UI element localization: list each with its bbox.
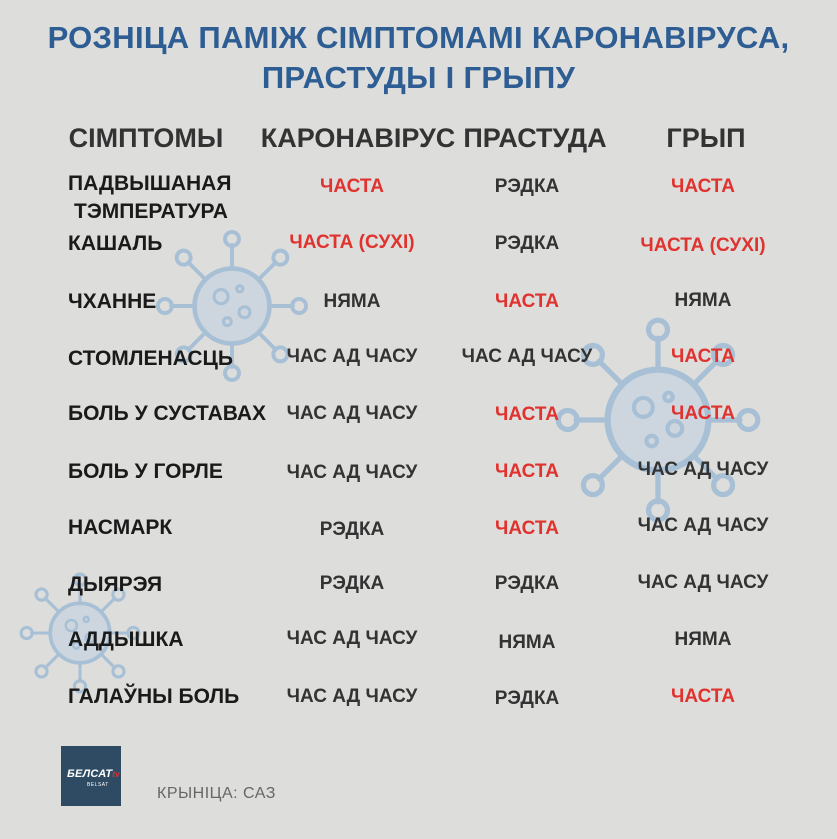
cell-cold: РЭДКА	[494, 176, 560, 197]
symptom-label: ДЫЯРЭЯ	[68, 573, 163, 596]
cell-flu: ЧАСТА (СУХІ)	[640, 235, 766, 256]
cell-coronavirus: ЧАСТА (СУХІ)	[289, 232, 415, 253]
symptom-label: СТОМЛЕНАСЦЬ	[68, 347, 233, 370]
header-cold: ПРАСТУДА	[463, 123, 607, 153]
cell-coronavirus: ЧАС АД ЧАСУ	[286, 462, 418, 483]
cell-flu: НЯМА	[674, 629, 732, 650]
cell-cold: РЭДКА	[494, 688, 560, 709]
cell-coronavirus: РЭДКА	[319, 519, 385, 540]
cell-coronavirus: НЯМА	[323, 291, 381, 312]
symptom-label-line-1: ПАДВЫШАНАЯ	[68, 172, 232, 195]
cell-cold: РЭДКА	[494, 233, 560, 254]
cell-coronavirus: РЭДКА	[319, 573, 385, 594]
title-line-2: ПРАСТУДЫ І ГРЫПУ	[261, 60, 576, 95]
source-label: КРЫНІЦА: САЗ	[157, 785, 276, 802]
cell-cold: ЧАСТА	[495, 404, 559, 425]
symptom-label: НАСМАРК	[68, 516, 173, 539]
cell-flu: ЧАСТА	[671, 403, 735, 424]
title-line-1: РОЗНІЦА ПАМІЖ СІМПТОМАМІ КАРОНАВІРУСА,	[47, 20, 790, 55]
cell-coronavirus: ЧАС АД ЧАСУ	[286, 403, 418, 424]
symptom-label	[68, 170, 231, 226]
symptom-label: КАШАЛЬ	[68, 232, 163, 255]
cell-cold: ЧАСТА	[495, 291, 559, 312]
cell-flu: НЯМА	[674, 290, 732, 311]
cell-flu: ЧАС АД ЧАСУ	[637, 515, 769, 536]
page-title	[0, 18, 837, 98]
cell-flu: ЧАС АД ЧАСУ	[637, 459, 769, 480]
logo-text: БЕЛСАТ	[67, 768, 113, 780]
symptom-label: БОЛЬ У ГОРЛЕ	[68, 460, 223, 483]
cell-cold: ЧАСТА	[495, 461, 559, 482]
symptom-label: ГАЛАЎНЫ БОЛЬ	[68, 685, 240, 708]
cell-cold: РЭДКА	[494, 573, 560, 594]
header-coronavirus: КАРОНАВІРУС	[260, 123, 456, 153]
cell-coronavirus: ЧАСТА	[320, 176, 384, 197]
logo-mark: tv	[112, 770, 120, 779]
belsat-logo	[61, 746, 121, 806]
cell-flu: ЧАСТА	[671, 686, 735, 707]
logo-subtext: BELSAT	[87, 782, 109, 788]
header-flu: ГРЫП	[666, 123, 746, 153]
cell-cold: ЧАС АД ЧАСУ	[461, 346, 593, 367]
symptom-label: ЧХАННЕ	[68, 290, 157, 313]
cell-coronavirus: ЧАС АД ЧАСУ	[286, 686, 418, 707]
cell-coronavirus: ЧАС АД ЧАСУ	[286, 628, 418, 649]
cell-flu: ЧАС АД ЧАСУ	[637, 572, 769, 593]
cell-cold: ЧАСТА	[495, 518, 559, 539]
symptom-label: АДДЫШКА	[68, 628, 184, 651]
cell-cold: НЯМА	[498, 632, 556, 653]
symptom-label-line-2: ТЭМПЕРАТУРА	[74, 200, 228, 223]
cell-flu: ЧАСТА	[671, 346, 735, 367]
cell-coronavirus: ЧАС АД ЧАСУ	[286, 346, 418, 367]
header-symptoms: СІМПТОМЫ	[68, 123, 224, 153]
cell-flu: ЧАСТА	[671, 176, 735, 197]
symptom-label: БОЛЬ У СУСТАВАХ	[68, 402, 267, 425]
